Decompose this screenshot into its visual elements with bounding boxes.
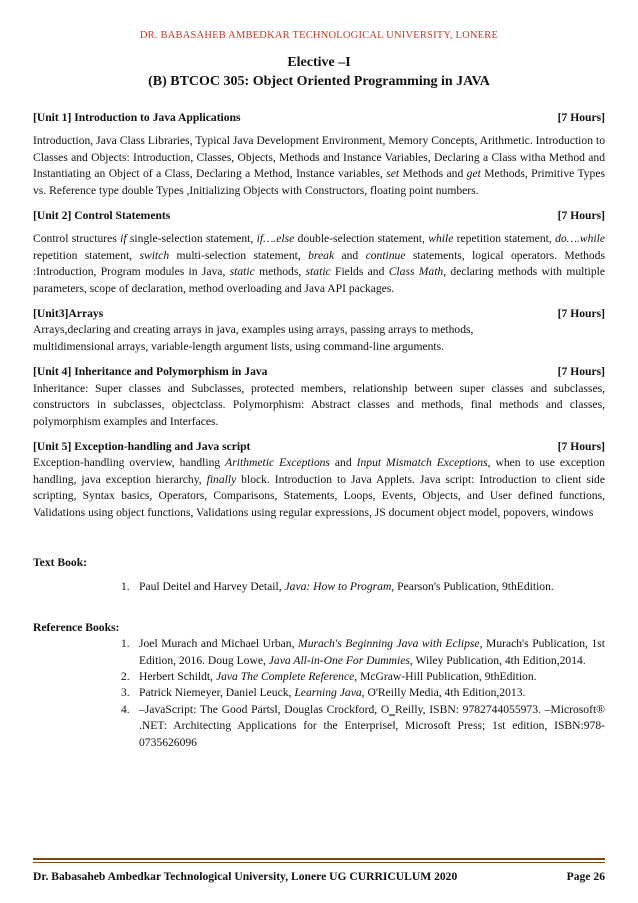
unit-title: [Unit 4] Inheritance and Polymorphism in Java (33, 365, 268, 379)
unit-hours: [7 Hours] (557, 209, 605, 223)
title-block (0, 54, 638, 92)
item-number: 4. (121, 702, 130, 716)
reference-books-heading: Reference Books: (33, 620, 120, 634)
unit-description: Inheritance: Super classes and Subclasses, protected members, relationship between super classes and subclasses, constructors in subclasses, objectclass. Polymorphism: Abstract classes and methods, final methods and classes, polymorphism examples and Interfaces. (33, 381, 605, 428)
footer-divider (33, 858, 605, 860)
reference-books-list (33, 636, 605, 751)
elective-title: Elective –I (287, 55, 351, 70)
unit-title: [Unit 1] Introduction to Java Applications (33, 111, 241, 124)
list-item (121, 702, 605, 751)
item-text: Joel Murach and Michael Urban, Murach's Beginning Java with Eclipse, Murach's Publication, 1st Edition, 2016. Doug Lowe, Java All-in-One For Dummies, Wiley Publication, 4th Edition,2014. (139, 637, 605, 667)
text-book-list (33, 579, 605, 595)
unit-heading (33, 439, 605, 455)
list-item (121, 579, 605, 595)
unit-description: Control structures if single-selection statement, if….else double-selection statement, while repetition statement, do….while repetition statement, switch multi-selection statement, break and continue statements, logical operators. Methods :Introduction, Program modules in Java, static methods, static Fields and Class Math, declaring methods with multiple parameters, scope of declaration, method overloading and Java API packages. (33, 232, 605, 295)
footer-text: Dr. Babasaheb Ambedkar Technological University, Lonere UG CURRICULUM 2020 (33, 870, 458, 883)
unit-hours: [7 Hours] (557, 111, 605, 124)
unit-description: Exception-handling overview, handling Arithmetic Exceptions and Input Mismatch Exceptions, when to use exception handling, java exception hierarchy, finally block. Introduction to Java Applets. Java script: Introduction to client side scripting, Syntax basics, Operators, Comparisons, Statements, Loops, Events, Objects, and User defined functions, Validations using object functions, Validations using regular expressions, JS document object model, popovers, windows (33, 456, 605, 519)
unit-hours: [7 Hours] (557, 307, 605, 321)
list-item (121, 685, 605, 701)
unit-hours: [7 Hours] (557, 365, 605, 379)
unit-description: Introduction, Java Class Libraries, Typical Java Development Environment, Memory Concepts, Arithmetic. Introduction to Classes and Objects: Introduction, Classes, Objects, Methods and Instance Variables, Declaring a Class witha Method and Instantiating an Object of a Class, Declaring a Method, Instance variables, set Methods and get Methods, Primitive Types vs. Reference type double Types ,Initializing Objects with Constructors, floating point numbers. (33, 134, 605, 197)
unit-title: [Unit3]Arrays (33, 307, 104, 321)
unit-3 (33, 306, 605, 355)
item-text: Patrick Niemeyer, Daniel Leuck, Learning Java, O'Reilly Media, 4th Edition,2013. (139, 686, 526, 700)
text-book-heading: Text Book: (33, 555, 88, 569)
unit-heading (33, 208, 605, 224)
unit-heading (33, 110, 605, 126)
syllabus-content (33, 110, 605, 751)
unit-1 (33, 110, 605, 199)
item-text: –JavaScript: The Good Parts‖, Douglas Crockford, O‗Reilly, ISBN: 9782744055973. –Microsoft® .NET: Architecting Applications for the Enterprise‖, Microsoft Press; 1st edition, ISBN:978-0735626096 (139, 702, 605, 749)
item-number: 2. (121, 669, 130, 683)
unit-heading (33, 306, 605, 322)
item-text: Herbert Schildt, Java The Complete Reference, McGraw-Hill Publication, 9thEdition. (139, 669, 537, 683)
unit-heading (33, 364, 605, 380)
unit-5 (33, 439, 605, 521)
university-header: DR. BABASAHEB AMBEDKAR TECHNOLOGICAL UNIVERSITY, LONERE (139, 30, 499, 41)
course-title: (B) BTCOC 305: Object Oriented Programming in JAVA (148, 74, 490, 89)
list-item (121, 669, 605, 685)
unit-title: [Unit 2] Control Statements (33, 209, 171, 223)
unit-description: Arrays,declaring and creating arrays in java, examples using arrays, passing arrays to methods, multidimensional arrays, variable-length argument lists, using command-line arguments. (33, 323, 474, 353)
page-number: Page 26 (566, 870, 605, 883)
list-item (121, 636, 605, 669)
item-number: 1. (121, 637, 130, 651)
footer-divider (33, 862, 605, 863)
item-text: Paul Deitel and Harvey Detail, Java: How to Program, Pearson's Publication, 9thEdition. (139, 580, 554, 594)
unit-4 (33, 364, 605, 430)
item-number: 1. (121, 580, 130, 594)
unit-2 (33, 208, 605, 297)
unit-hours: [7 Hours] (557, 439, 605, 453)
unit-title: [Unit 5] Exception-handling and Java script (33, 439, 251, 453)
item-number: 3. (121, 686, 130, 700)
page-footer (33, 870, 605, 883)
